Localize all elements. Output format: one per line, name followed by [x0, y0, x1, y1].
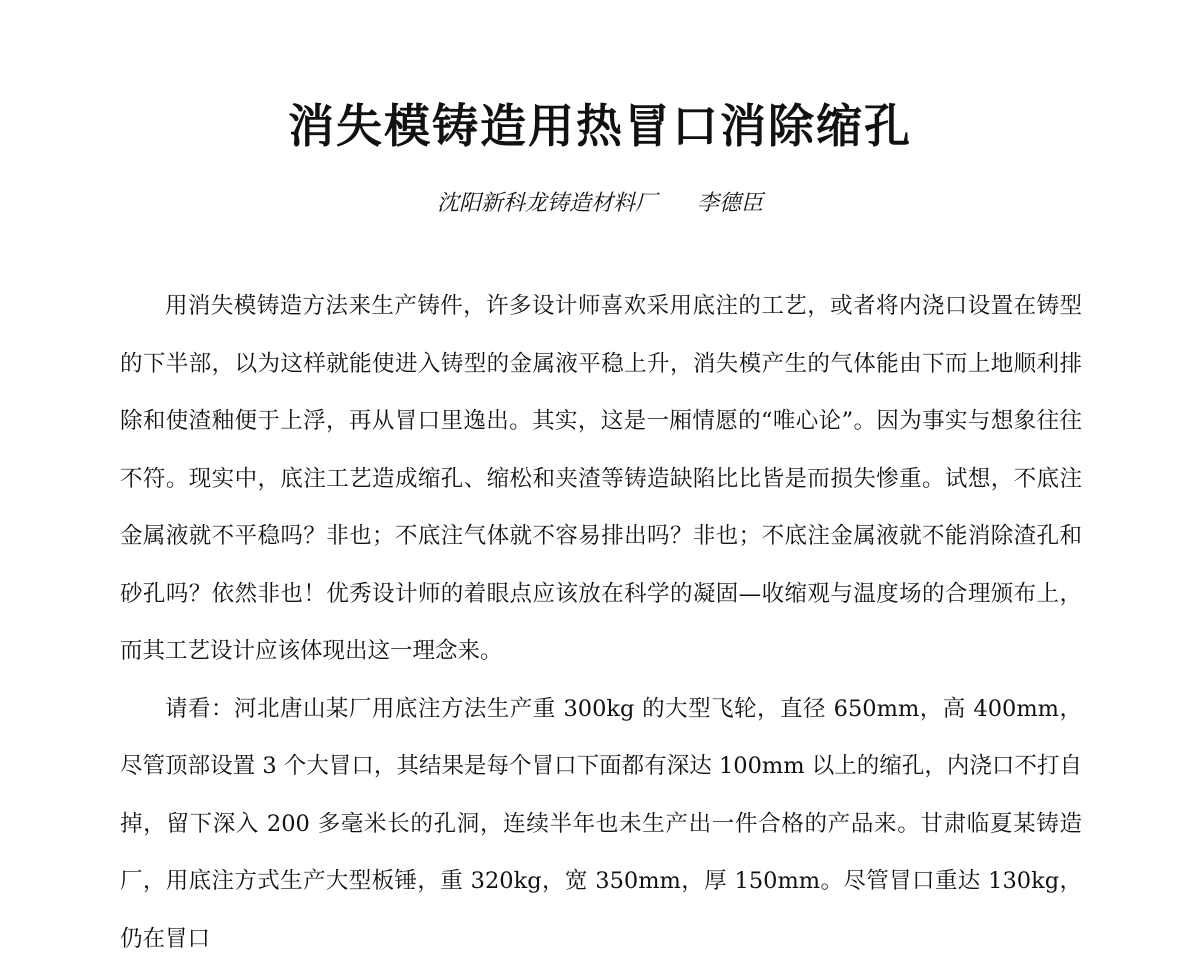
byline — [0, 188, 1200, 220]
paragraph-2: 请看：河北唐山某厂用底注方法生产重 300kg 的大型飞轮，直径 650mm，高 400mm，尽管顶部设置 3 个大冒口，其结果是每个冒口下面都有深达 100mm 以上的缩孔，内浇口不打自掉，留下深入 200 多毫米长的孔洞，连续半年也未生产出一件合格的产品来。甘肃临夏某铸造厂，用底注方式生产大型板锤，重 320kg，宽 350mm，厚 150mm。尽管冒口重达 130kg，仍在冒口 — [120, 681, 1082, 968]
affiliation: 沈阳新科龙铸造材料厂 — [437, 191, 657, 216]
article-title: 消失模铸造用热冒口消除缩孔 — [0, 96, 1200, 156]
paragraph-1: 用消失模铸造方法来生产铸件，许多设计师喜欢采用底注的工艺，或者将内浇口设置在铸型的下半部，以为这样就能使进入铸型的金属液平稳上升，消失模产生的气体能由下而上地顺利排除和使渣釉便于上浮，再从冒口里逸出。其实，这是一厢情愿的“唯心论”。因为事实与想象往往不符。现实中，底注工艺造成缩孔、缩松和夹渣等铸造缺陷比比皆是而损失惨重。试想，不底注金属液就不平稳吗？非也；不底注气体就不容易排出吗？非也；不底注金属液就不能消除渣孔和砂孔吗？依然非也！优秀设计师的着眼点应该放在科学的凝固—收缩观与温度场的合理颁布上，而其工艺设计应该体现出这一理念来。 — [120, 278, 1082, 681]
article-body — [120, 278, 1082, 968]
author-name: 李德臣 — [697, 191, 763, 216]
